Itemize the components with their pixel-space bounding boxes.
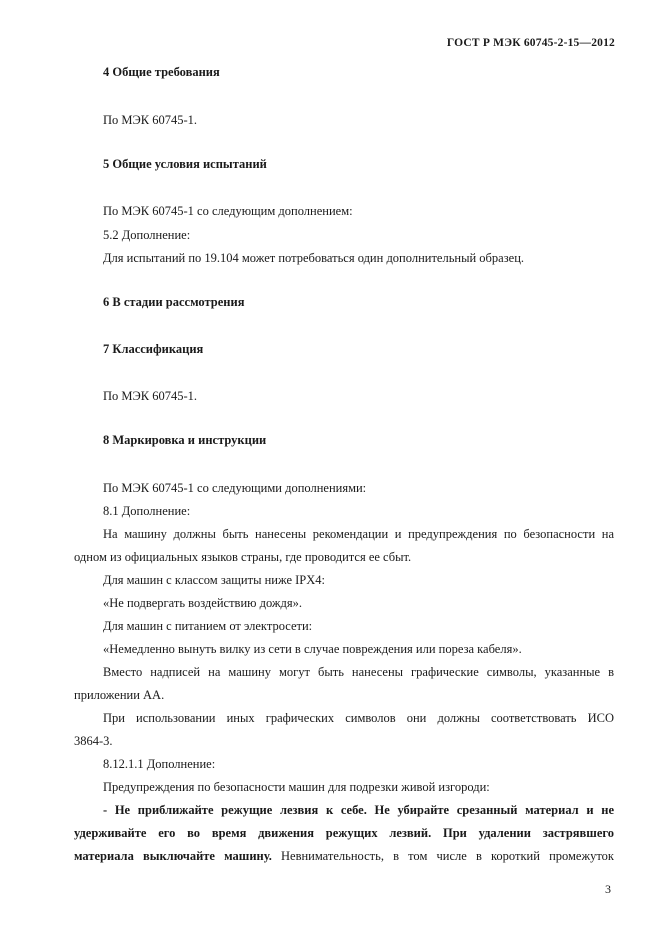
paragraph-line: одном из официальных языков страны, где проводится ее сбыт. [74,550,412,564]
section-5-2-label: 5.2 Дополнение: [103,228,191,242]
section-8-text: По МЭК 60745-1 со следующими дополнениями: [103,481,367,495]
section-8-12-1-1-label: 8.12.1.1 Дополнение: [103,757,216,771]
paragraph-line: «Не подвергать воздействию дождя». [103,596,303,610]
paragraph-line: Вместо надписей на машину могут быть нанесены графические символы, указанные в [103,665,614,679]
section-6-heading: 6 В стадии рассмотрения [103,295,245,309]
section-7-heading: 7 Классификация [103,342,204,356]
paragraph-line: Предупреждения по безопасности машин для подрезки живой изгороди: [103,780,490,794]
section-5-2-text: Для испытаний по 19.104 может потребоваться один дополнительный образец. [103,251,525,265]
warning-line: - Не приближайте режущие лезвия к себе. Не убирайте срезанный материал и не [103,803,614,817]
paragraph-line: приложении АА. [74,688,165,702]
section-7-text: По МЭК 60745-1. [103,389,198,403]
section-8-1-label: 8.1 Дополнение: [103,504,191,518]
warning-normal-part: Невнимательность, в том числе в короткий промежуток [271,849,614,863]
warning-line [74,848,614,864]
paragraph-line: Для машин с питанием от электросети: [103,619,313,633]
document-code-header: ГОСТ Р МЭК 60745-2-15—2012 [446,37,615,49]
paragraph-line: На машину должны быть нанесены рекомендации и предупреждения по безопасности на [103,527,614,541]
page-number: 3 [605,882,611,896]
warning-bold-part: материала выключайте машину. [74,849,272,863]
section-5-heading: 5 Общие условия испытаний [103,157,267,171]
paragraph-line: «Немедленно вынуть вилку из сети в случае повреждения или пореза кабеля». [103,642,522,656]
section-4-text: По МЭК 60745-1. [103,113,198,127]
section-5-text: По МЭК 60745-1 со следующим дополнением: [103,204,353,218]
section-8-heading: 8 Маркировка и инструкции [103,433,267,447]
warning-line: удерживайте его во время движения режущих лезвий. При удалении застрявшего [74,826,614,840]
paragraph-line: При использовании иных графических символов они должны соответствовать ИСО [103,711,614,725]
paragraph-line: 3864-3. [74,734,113,748]
section-4-heading: 4 Общие требования [103,65,220,79]
paragraph-line: Для машин с классом защиты ниже IPX4: [103,573,325,587]
